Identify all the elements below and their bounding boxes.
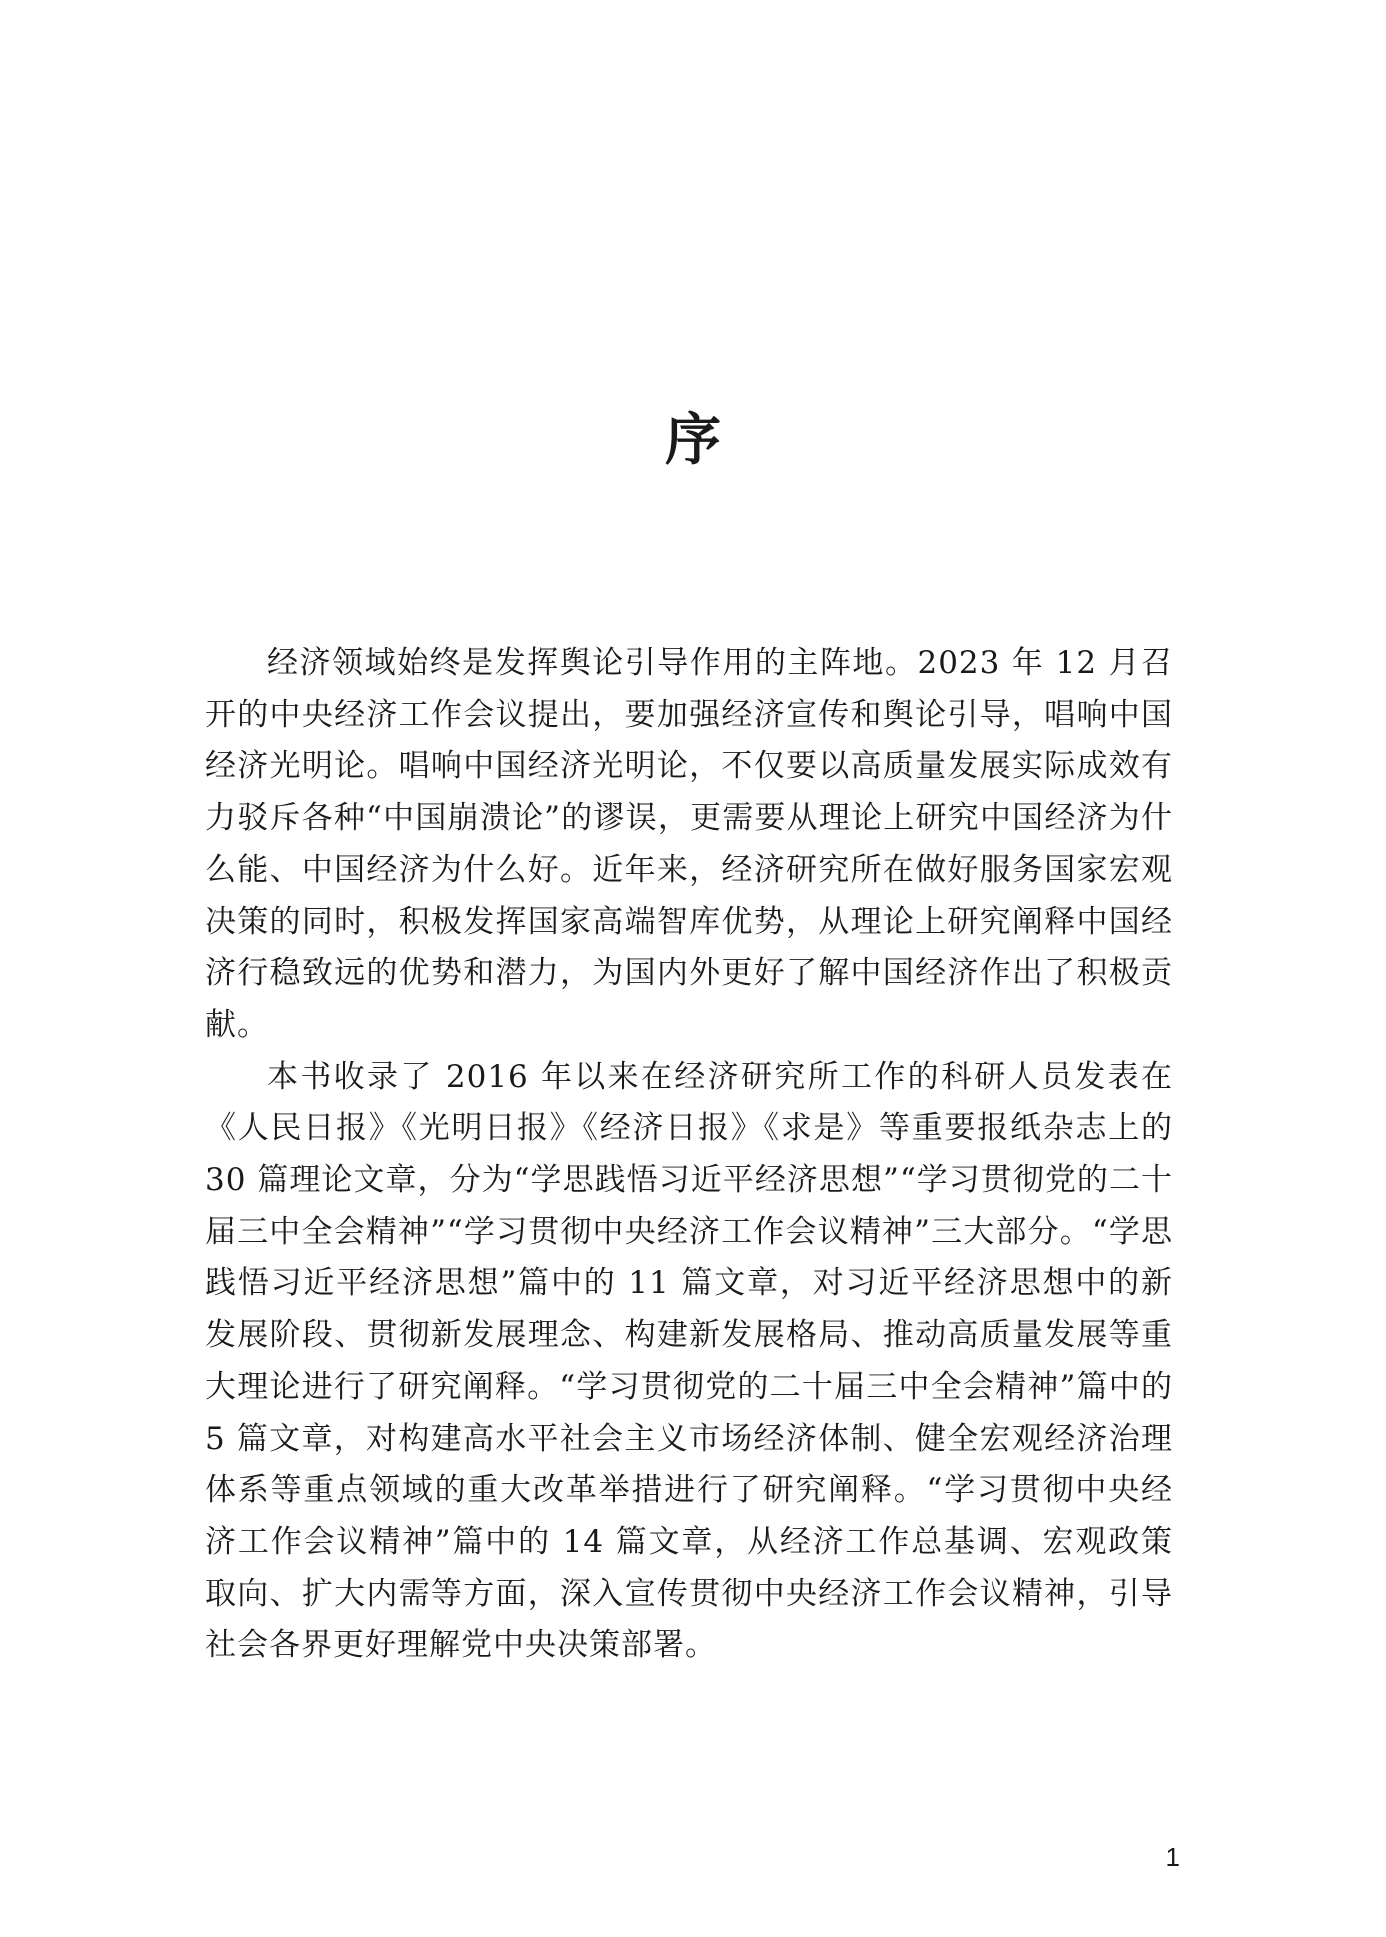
paragraph-1: 经济领域始终是发挥舆论引导作用的主阵地。2023 年 12 月召开的中央经济工作会议提出，要加强经济宣传和舆论引导，唱响中国经济光明论。唱响中国经济光明论，不仅要以高质量发展实际成效有力驳斥各种“中国崩溃论”的谬误，更需要从理论上研究中国经济为什么能、中国经济为什么好。近年来，经济研究所在做好服务国家宏观决策的同时，积极发挥国家高端智库优势，从理论上研究阐释中国经济行稳致远的优势和潜力，为国内外更好了解中国经济作出了积极贡献。 <box>205 645 1173 1043</box>
body-text <box>205 638 1173 1672</box>
page-title: 序 <box>665 407 721 473</box>
page-number: 1 <box>1165 1842 1180 1872</box>
paragraph-2: 本书收录了 2016 年以来在经济研究所工作的科研人员发表在《人民日报》《光明日报》《经济日报》《求是》等重要报纸杂志上的 30 篇理论文章，分为“学思践悟习近平经济思想”“学习贯彻党的二十届三中全会精神”“学习贯彻中央经济工作会议精神”三大部分。“学思践悟习近平经济思想”篇中的 11 篇文章，对习近平经济思想中的新发展阶段、贯彻新发展理念、构建新发展格局、推动高质量发展等重大理论进行了研究阐释。“学习贯彻党的二十届三中全会精神”篇中的 5 篇文章，对构建高水平社会主义市场经济体制、健全宏观经济治理体系等重点领域的重大改革举措进行了研究阐释。“学习贯彻中央经济工作会议精神”篇中的 14 篇文章，从经济工作总基调、宏观政策取向、扩大内需等方面，深入宣传贯彻中央经济工作会议精神，引导社会各界更好理解党中央决策部署。 <box>205 1058 1173 1664</box>
